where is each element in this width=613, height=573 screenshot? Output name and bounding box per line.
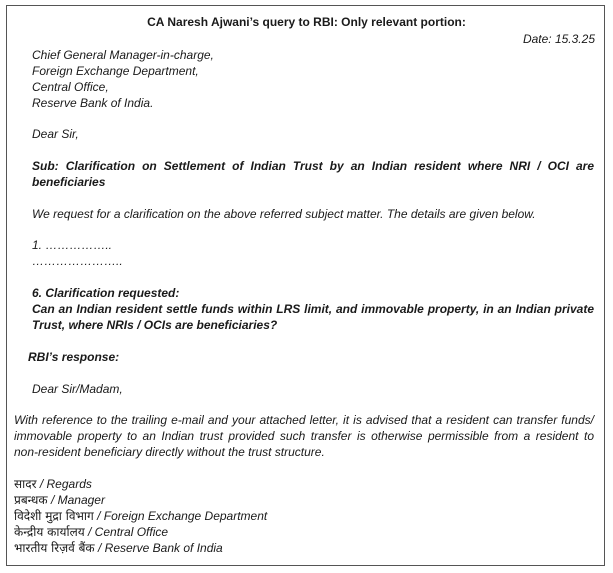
letter-date: Date: 15.3.25 bbox=[522, 32, 595, 46]
signoff-bank: भारतीय रिज़र्व बैंक / Reserve Bank of India bbox=[14, 541, 223, 555]
request-text: We request for a clarification on the above referred subject matter. The details are given below. bbox=[32, 207, 536, 221]
signoff-office: केन्द्रीय कार्यालय / Central Office bbox=[14, 525, 169, 539]
address-line-2: Foreign Exchange Department, bbox=[32, 64, 199, 78]
signoff-manager: प्रबन्धक / Manager bbox=[14, 493, 105, 507]
address-line-4: Reserve Bank of India. bbox=[32, 96, 154, 110]
salutation: Dear Sir, bbox=[32, 127, 79, 141]
subject-line-1: Sub: Clarification on Settlement of Indian Trust by an Indian resident where NRI / OCI are bbox=[32, 159, 594, 173]
clarification-line-2: Trust, where NRIs / OCIs are beneficiaries? bbox=[32, 318, 278, 332]
address-line-1: Chief General Manager-in-charge, bbox=[32, 48, 214, 62]
signoff-department: विदेशी मुद्रा विभाग / Foreign Exchange Department bbox=[14, 509, 268, 523]
item-1-line-2: ………………….. bbox=[32, 254, 123, 268]
response-salutation: Dear Sir/Madam, bbox=[32, 382, 123, 396]
clarification-line-1: Can an Indian resident settle funds within LRS limit, and immovable property, in an Indian private bbox=[32, 302, 594, 316]
address-line-3: Central Office, bbox=[32, 80, 109, 94]
subject-line-2: beneficiaries bbox=[32, 175, 106, 189]
response-line-3: non-resident beneficiary directly without the trust structure. bbox=[14, 445, 325, 459]
item-1-line-1: 1. …………….. bbox=[32, 238, 113, 252]
response-line-1: With reference to the trailing e-mail and your attached letter, it is advised that a resident can transfer funds/ bbox=[14, 413, 594, 427]
clarification-heading: 6. Clarification requested: bbox=[32, 286, 180, 300]
document-title: CA Naresh Ajwani’s query to RBI: Only relevant portion: bbox=[147, 15, 466, 29]
signoff-regards: सादर / Regards bbox=[14, 477, 92, 491]
response-heading: RBI’s response: bbox=[28, 350, 120, 364]
response-line-2: immovable property to an Indian trust provided such transfer is otherwise permissible from a resident to bbox=[14, 429, 594, 443]
